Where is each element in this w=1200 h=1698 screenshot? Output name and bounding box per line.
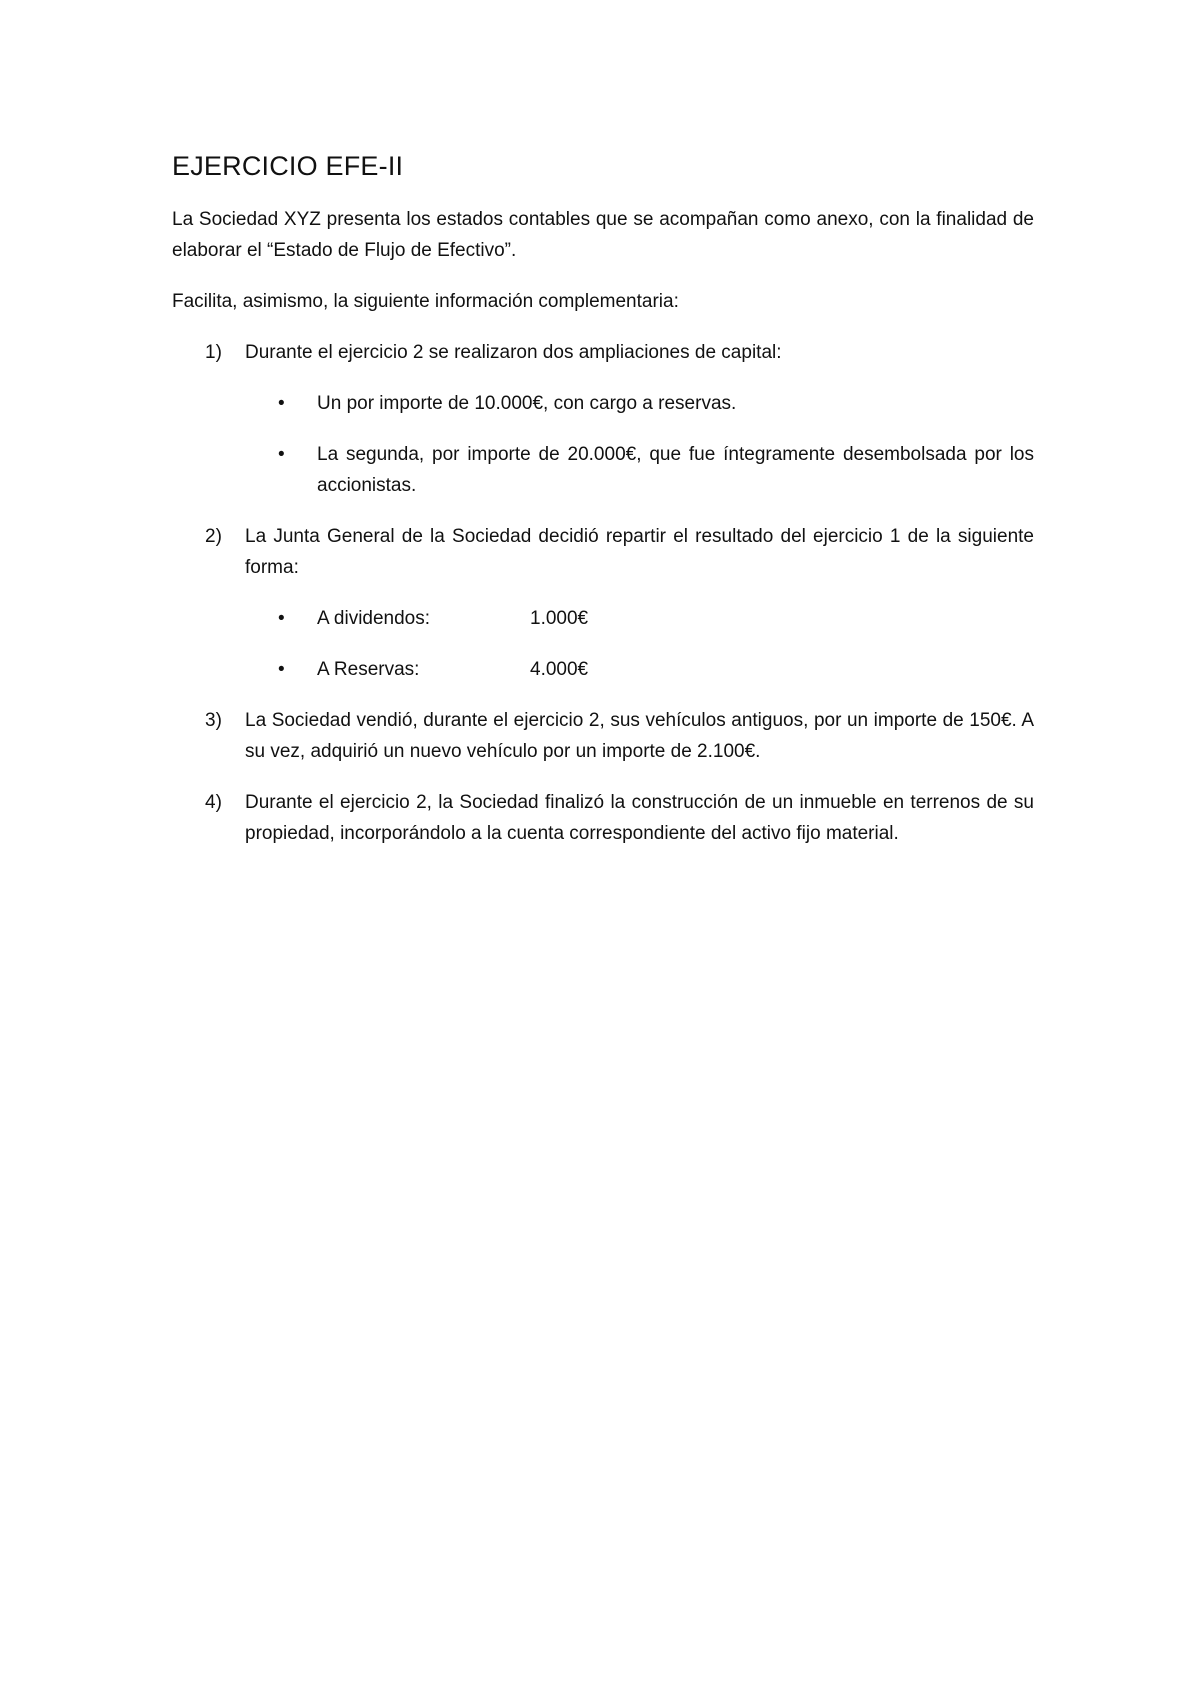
list-item-4 [172, 787, 1034, 849]
document-page [172, 148, 1034, 869]
list-number: 4) [205, 792, 222, 813]
bullet-label: A dividendos: [317, 608, 431, 629]
bullet-list [245, 388, 1034, 501]
bullet-item [245, 654, 1034, 685]
list-item-text: La Junta General de la Sociedad decidió repartir el resultado del ejercicio 1 de la siguiente forma: [245, 526, 1034, 578]
bullet-icon: • [278, 444, 285, 465]
list-number: 1) [205, 342, 222, 363]
intro-paragraph: La Sociedad XYZ presenta los estados contables que se acompañan como anexo, con la finalidad de elaborar el “Estado de Flujo de Efectivo”. [172, 209, 1034, 261]
list-item-1 [172, 337, 1034, 501]
list-item-text: Durante el ejercicio 2 se realizaron dos ampliaciones de capital: [245, 342, 782, 363]
bullet-item [245, 388, 1034, 419]
list-number: 2) [205, 526, 222, 547]
document-title: EJERCICIO EFE-II [172, 151, 404, 181]
list-item-text: Durante el ejercicio 2, la Sociedad finalizó la construcción de un inmueble en terrenos de su propiedad, incorporándolo a la cuenta correspondiente del activo fijo material. [245, 792, 1034, 844]
bullet-value: 4.000€ [530, 659, 589, 680]
bullet-item [245, 439, 1034, 501]
bullet-icon: • [278, 608, 285, 629]
list-item-text: La Sociedad vendió, durante el ejercicio 2, sus vehículos antiguos, por un importe de 150€. A su vez, adquirió un nuevo vehículo por un importe de 2.100€. [245, 710, 1034, 762]
list-item-2 [172, 521, 1034, 685]
numbered-list [172, 337, 1034, 849]
bullet-text: La segunda, por importe de 20.000€, que fue íntegramente desembolsada por los accionistas. [317, 444, 1034, 496]
bullet-item [245, 603, 1034, 634]
bullet-value: 1.000€ [530, 608, 589, 629]
bullet-icon: • [278, 393, 285, 414]
bullet-icon: • [278, 659, 285, 680]
bullet-text: Un por importe de 10.000€, con cargo a reservas. [317, 393, 737, 414]
lead-paragraph: Facilita, asimismo, la siguiente información complementaria: [172, 291, 679, 312]
list-number: 3) [205, 710, 222, 731]
list-item-3 [172, 705, 1034, 767]
bullet-label: A Reservas: [317, 659, 420, 680]
bullet-list [245, 603, 1034, 685]
